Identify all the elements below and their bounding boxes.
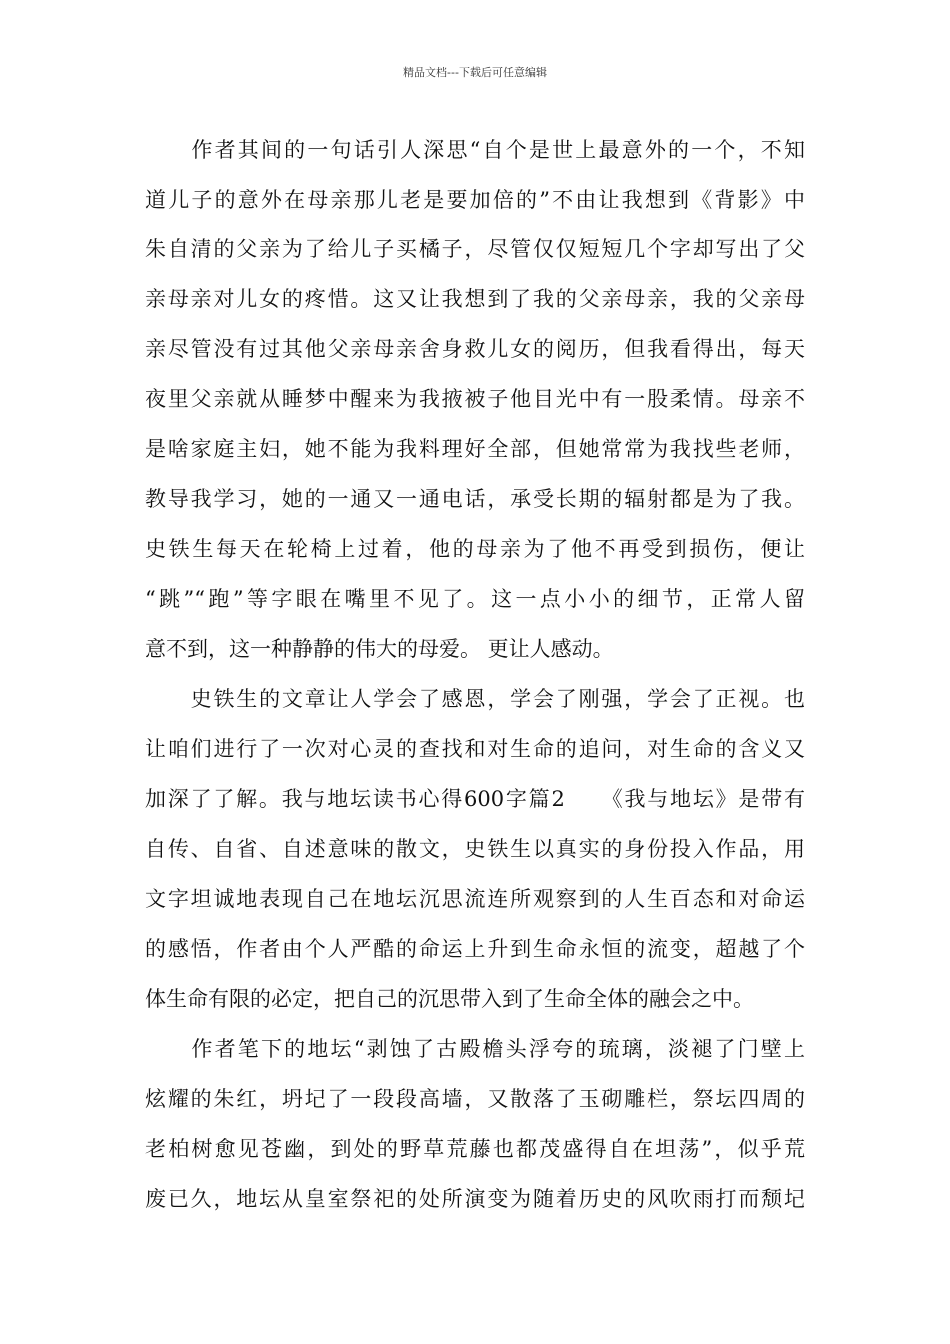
paragraph-line: 意不到，这一种静静的伟大的母爱。 更让人感动。: [145, 637, 614, 661]
paragraph-line: 是啥家庭主妇，她不能为我料理好全部，但她常常为我找些老师，: [145, 437, 805, 461]
paragraph-line: 老柏树愈见苍幽，到处的野草荒藤也都茂盛得自在坦荡”，似乎荒: [145, 1137, 805, 1161]
paragraph-line: 史铁生每天在轮椅上过着，他的母亲为了他不再受到损伤，便让: [145, 537, 805, 561]
paragraph-line: 道儿子的意外在母亲那儿老是要加倍的”不由让我想到《背影》中: [145, 188, 805, 212]
paragraph-line: 教导我学习，她的一通又一通电话，承受长期的辐射都是为了我。: [145, 487, 805, 511]
paragraph-line: 亲尽管没有过其他父亲母亲舍身救儿女的阅历，但我看得出，每天: [145, 337, 805, 361]
page-header: 精品文档---下载后可任意编辑: [403, 66, 547, 79]
paragraph-line: 废已久，地坛从皇室祭祀的处所演变为随着历史的风吹雨打而颓圮: [145, 1187, 805, 1211]
paragraph-line: 史铁生的文章让人学会了感恩，学会了刚强，学会了正视。也: [145, 687, 805, 711]
paragraph-line: 文字坦诚地表现自己在地坛沉思流连所观察到的人生百态和对命运: [145, 887, 805, 911]
paragraph-line: 夜里父亲就从睡梦中醒来为我掖被子他目光中有一股柔情。母亲不: [145, 387, 805, 411]
paragraph-line: 自传、自省、自述意味的散文，史铁生以真实的身份投入作品，用: [145, 837, 805, 861]
paragraph-line: 作者其间的一句话引人深思“自个是世上最意外的一个，不知: [145, 138, 805, 162]
paragraph-line: 朱自清的父亲为了给儿子买橘子，尽管仅仅短短几个字却写出了父: [145, 237, 805, 261]
paragraph-line: “跳”“跑”等字眼在嘴里不见了。这一点小小的细节，正常人留: [145, 587, 805, 611]
paragraph-line: 亲母亲对儿女的疼惜。这又让我想到了我的父亲母亲，我的父亲母: [145, 287, 805, 311]
paragraph-line: 作者笔下的地坛“剥蚀了古殿檐头浮夸的琉璃，淡褪了门壁上: [145, 1037, 805, 1061]
paragraph-line: 炫耀的朱红，坍圮了一段段高墙，又散落了玉砌雕栏，祭坛四周的: [145, 1087, 805, 1111]
paragraph-line: 加深了了解。我与地坛读书心得600字篇2 《我与地坛》是带有: [145, 787, 805, 811]
paragraph-line: 的感悟，作者由个人严酷的命运上升到生命永恒的流变，超越了个: [145, 937, 805, 961]
paragraph-line: 体生命有限的必定，把自己的沉思带入到了生命全体的融会之中。: [145, 987, 754, 1011]
paragraph-line: 让咱们进行了一次对心灵的查找和对生命的追问，对生命的含义又: [145, 737, 805, 761]
